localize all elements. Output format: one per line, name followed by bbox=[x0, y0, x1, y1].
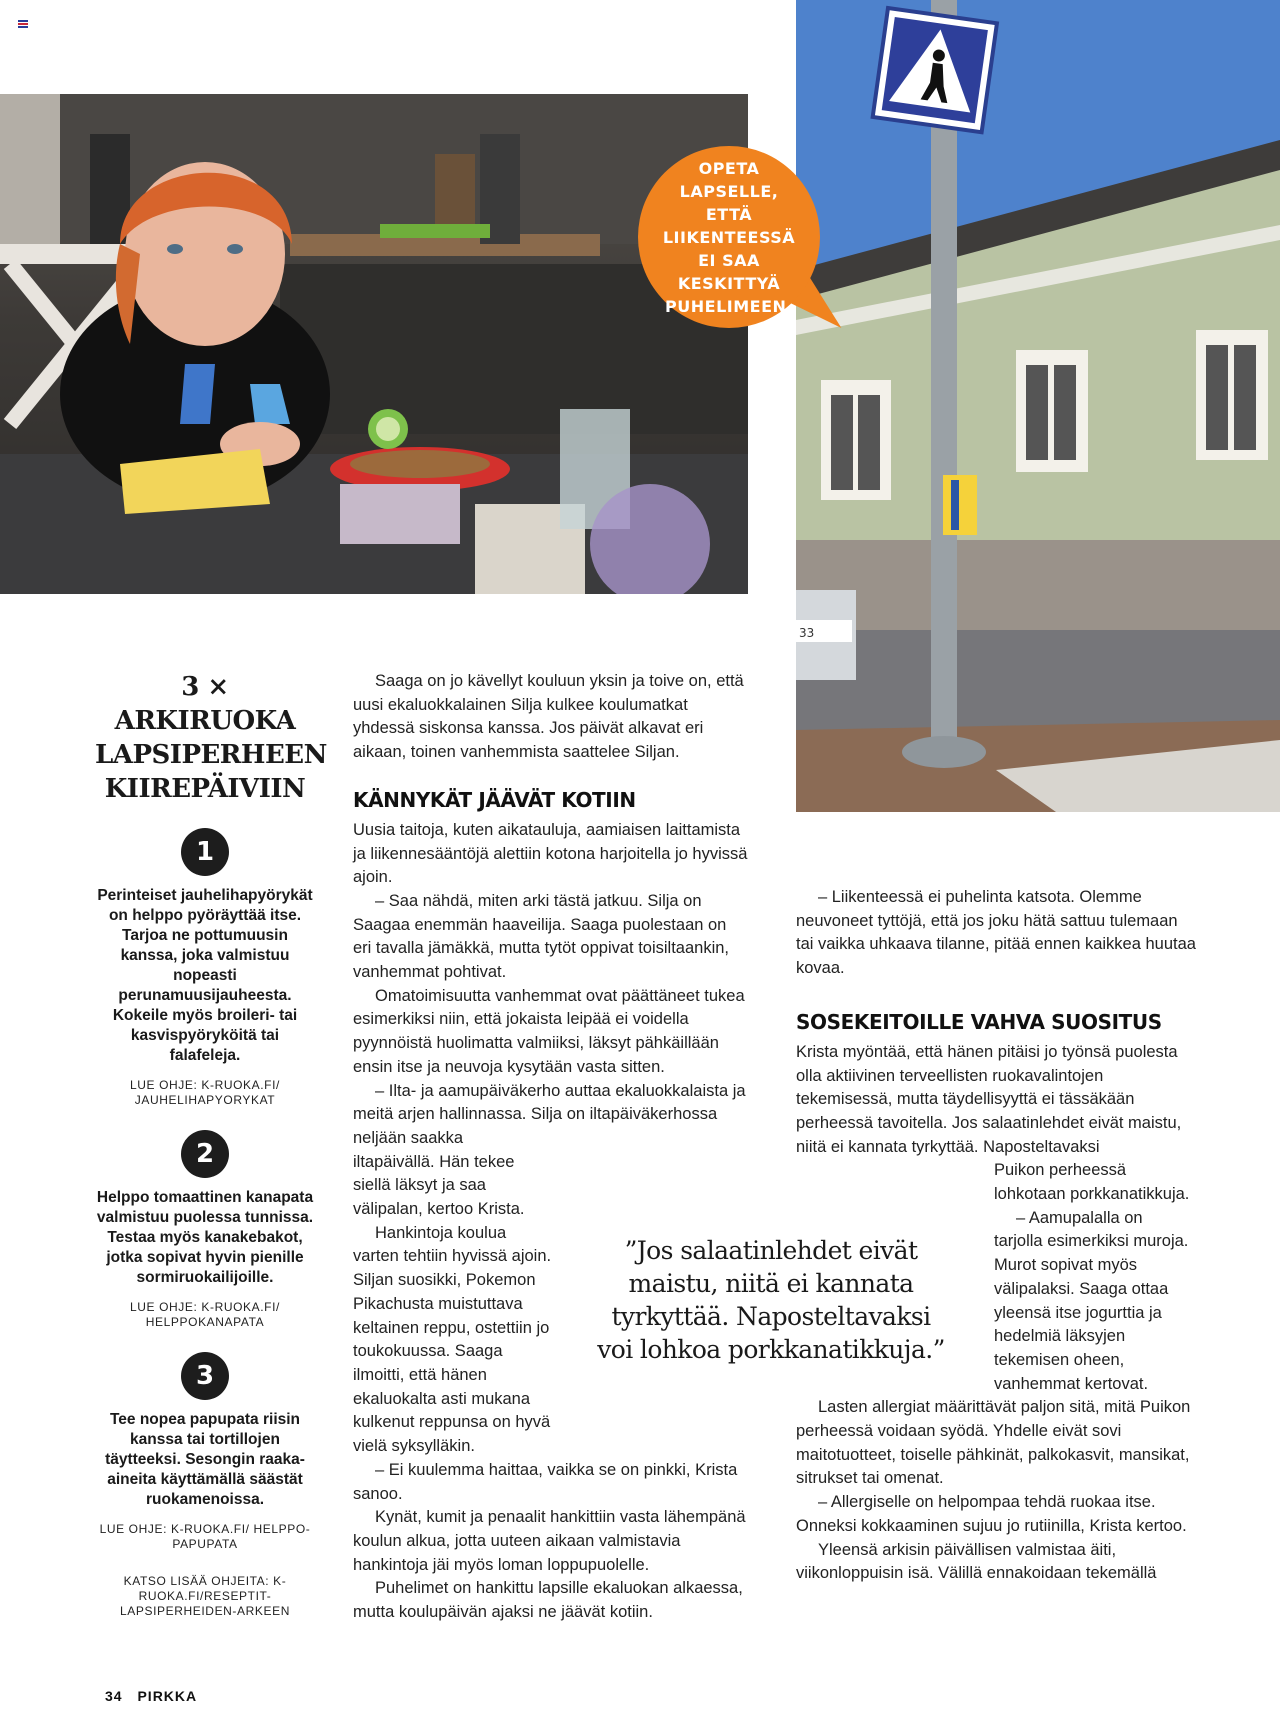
car-plate-number: 33 bbox=[799, 626, 815, 640]
tip-text: Tee nopea papupata riisin kanssa tai tortillojen täytteeksi. Sesongin raaka-aineita käyttämällä säästät ruokamenoissa. bbox=[105, 1411, 305, 1508]
tip-1 bbox=[95, 828, 315, 1108]
photo-pedestrian-crossing bbox=[796, 0, 1280, 812]
section-heading-phones: KÄNNYKÄT JÄÄVÄT KOTIIN bbox=[353, 787, 636, 812]
recipe-sidebar bbox=[95, 670, 327, 1619]
paragraph-intro: Saaga on jo kävellyt kouluun yksin ja toive on, että uusi ekaluokkalainen Silja kulkee koulumatkat yhdessä siskonsa kanssa. Jos päivät alkavat eri aikaan, toinen vanhemmista saattelee Siljan. bbox=[353, 672, 744, 762]
section-heading-soups: SOSEKEITOILLE VAHVA SUOSITUS bbox=[796, 1009, 1162, 1034]
paragraph: Yleensä arkisin päivällisen valmistaa äiti, viikonloppuisin isä. Välillä ennakoidaan tekemällä bbox=[796, 1540, 1157, 1583]
tip-number-badge: 2 bbox=[181, 1130, 229, 1178]
tip-3 bbox=[95, 1352, 315, 1552]
tip-link[interactable]: LUE OHJE: K-RUOKA.FI/ JAUHELIHAPYORYKAT bbox=[130, 1078, 280, 1107]
speech-bubble bbox=[638, 146, 820, 328]
child-photo-illustration bbox=[0, 94, 748, 594]
magazine-name: PIRKKA bbox=[137, 1688, 198, 1704]
article-column-middle bbox=[353, 670, 748, 1625]
paragraph: Kynät, kumit ja penaalit hankittiin vasta lähempänä koulun alkua, jotta uuteen aikaan valmistavia hankintoja jäi myös loman loppupuolelle. bbox=[353, 1508, 746, 1574]
paragraph: Hankintoja koulua varten tehtiin hyvissä ajoin. Siljan suosikki, Pokemon Pikachusta muistuttava keltainen reppu, ostettiin jo toukokuussa. Saaga ilmoitti, että hänen ekaluokalta asti mukana kulkenut reppunsa on hyvä vielä syksylläkin. bbox=[353, 1223, 552, 1456]
tip-2 bbox=[95, 1130, 315, 1330]
paragraph: – Aamupalalla on tarjolla esimerkiksi muroja. Murot sopivat myös välipalaksi. Saaga ottaa yleensä itse jogurttia ja hedelmiä läksyjen tekemisen oheen, vanhemmat kertovat. bbox=[994, 1208, 1189, 1393]
paragraph: – Saa nähdä, miten arki tästä jatkuu. Silja on Saagaa enemmän haaveilija. Saaga puolestaan on eri tavalla jämäkkä, mutta tytöt oppivat toisiltaankin, vanhemmat pohtivat. bbox=[353, 891, 730, 982]
paragraph: Uusia taitoja, kuten aikatauluja, aamiaisen laittamista ja liikennesääntöjä alettiin kotona harjoitella jo hyvissä ajoin. bbox=[353, 820, 748, 887]
corner-mark-icon bbox=[18, 20, 28, 28]
paragraph: Omatoimisuutta vanhemmat ovat päättäneet tukea esimerkiksi niin, että jokaista leipää ei voidella pyynnöistä huolimatta valmiiksi, läksyt pähkäillään ensin itse ja neuvoja kysytään vasta sitten. bbox=[353, 986, 745, 1076]
paragraph: – Allergiselle on helpompaa tehdä ruokaa itse. Onneksi kokkaaminen sujuu jo rutiinilla, Krista kertoo. bbox=[796, 1493, 1187, 1535]
sidebar-title: 3 × ARKIRUOKA LAPSIPERHEEN KIIREPÄIVIIN bbox=[95, 672, 327, 804]
page-footer bbox=[105, 1688, 197, 1704]
tip-number-badge: 3 bbox=[181, 1352, 229, 1400]
tip-text: Perinteiset jauhelihapyörykät on helppo pyöräyttää itse. Tarjoa ne pottumuusin kanssa, joka valmistuu nopeasti perunamuusijauheesta. Kokeile myös broileri- tai kasvispyöryköitä tai falafeleja. bbox=[97, 887, 313, 1064]
paragraph: Lasten allergiat määrittävät paljon sitä, mitä Puikon perheessä voidaan syödä. Yhdelle eivät sovi maitotuotteet, toiselle pähkinät, palkokasvit, mansikat, sitrukset tai omenat. bbox=[796, 1398, 1191, 1488]
tip-link[interactable]: LUE OHJE: K-RUOKA.FI/ HELPPO-PAPUPATA bbox=[99, 1522, 311, 1551]
more-recipes-link[interactable]: KATSO LISÄÄ OHJEITA: K-RUOKA.FI/RESEPTIT-LAPSIPERHEIDEN-ARKEEN bbox=[120, 1574, 290, 1618]
speech-bubble-text: OPETA LAPSELLE, ETTÄ LIIKENTEESSÄ EI SAA KESKITTYÄ PUHELIMEEN. bbox=[662, 158, 796, 316]
paragraph: Krista myöntää, että hänen pitäisi jo työnsä puolesta olla aktiivinen terveellisten ruokavalintojen tekemisessä, mutta täydellisyyttä ei tässäkään perheessä tavoitella. Jos salaatinlehdet eivät maistu, niitä ei kannata tyrkyttää. Naposteltavaksi bbox=[796, 1042, 1182, 1156]
paragraph: – Liikenteessä ei puhelinta katsota. Olemme neuvoneet tyttöjä, että jos joku hätä sattuu tulemaan tai vaikka uhkaava tilanne, pitää ennen kaikkea huutaa kovaa. bbox=[796, 888, 1196, 978]
page-number: 34 bbox=[105, 1688, 123, 1704]
paragraph: – Ilta- ja aamupäiväkerho auttaa ekaluokkalaista ja meitä arjen hallinnassa. Silja on iltapäiväkerhossa neljään saakka bbox=[353, 1081, 746, 1147]
tip-number-badge: 1 bbox=[181, 828, 229, 876]
tip-text: Helppo tomaattinen kanapata valmistuu puolessa tunnissa. Testaa myös kanakebakot, jotka sopivat hyvin pienille sormiruokailijoille. bbox=[96, 1189, 314, 1286]
paragraph: iltapäivällä. Hän tekee siellä läksyt ja saa välipalan, kertoo Krista. bbox=[353, 1152, 525, 1219]
tip-link[interactable]: LUE OHJE: K-RUOKA.FI/ HELPPOKANAPATA bbox=[130, 1300, 280, 1329]
street-photo-illustration bbox=[796, 0, 1280, 812]
paragraph: – Ei kuulemma haittaa, vaikka se on pinkki, Krista sanoo. bbox=[353, 1460, 738, 1503]
paragraph: Puhelimet on hankittu lapsille ekaluokan alkaessa, mutta koulupäivän ajaksi ne jäävät kotiin. bbox=[353, 1579, 743, 1622]
pull-quote: ”Jos salaatinlehdet eivät maistu, niitä ei kannata tyrkyttää. Naposteltavaksi voi lohkoa porkkanatikkuja.” bbox=[597, 1236, 945, 1364]
paragraph: Puikon perheessä lohkotaan porkkanatikkuja. bbox=[994, 1161, 1190, 1204]
photo-child-at-table bbox=[0, 94, 748, 594]
